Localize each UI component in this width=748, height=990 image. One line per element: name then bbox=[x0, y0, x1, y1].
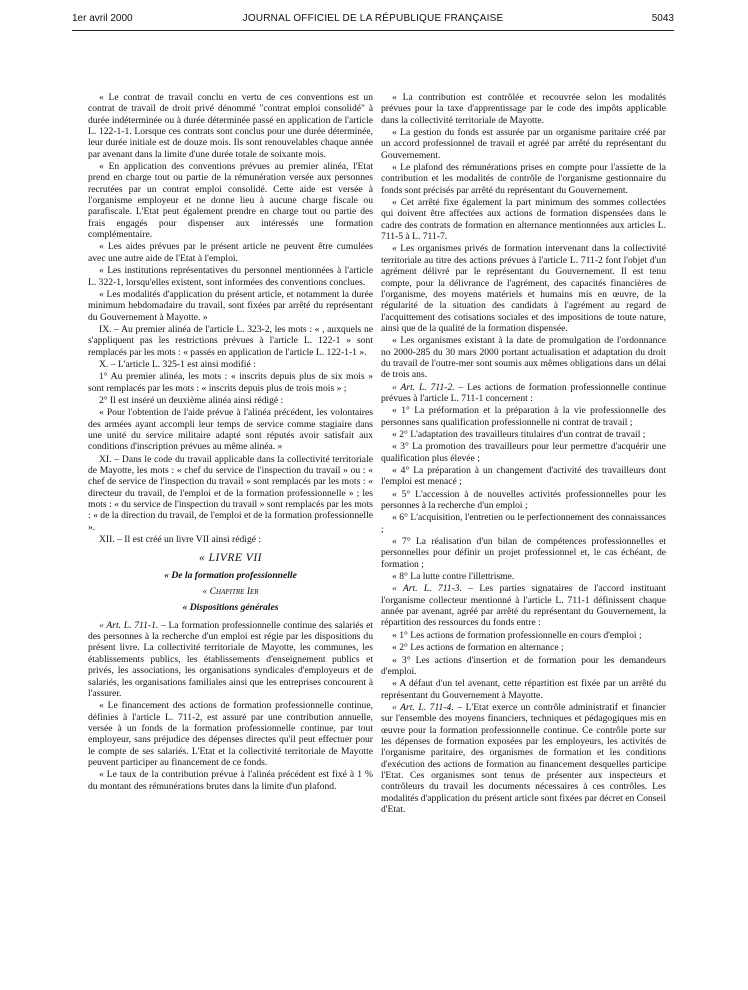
paragraph bbox=[381, 630, 666, 641]
paragraph bbox=[88, 769, 373, 792]
paragraph-text: – La formation professionnelle continue des salariés et des personnes à la recherche d'un emploi est régie par les dispositions du présent livre. La collectivité territoriale de Mayotte, les communes, les établissements publics, les établissements d'enseignement publics et privés, les associations, les organisations syndicales d'employeurs et de salariés, les organisations familiales ainsi que les entreprises concourent à l'assurer. bbox=[88, 619, 374, 699]
paragraph-text: « Cet arrêté fixe également la part minimum des sommes collectées qui doivent être affectées aux actions de formation dispensées dans le cadre des contrats de formation en alternance mentionnées aux articles L. 711-5 à L. 711-7. bbox=[381, 197, 666, 243]
paragraph bbox=[88, 265, 373, 288]
paragraph-text: « Chapitre Ier bbox=[202, 586, 259, 598]
paragraph-text: « LIVRE VII bbox=[199, 552, 262, 565]
paragraph bbox=[381, 536, 666, 570]
paragraph bbox=[381, 465, 666, 488]
paragraph-text: « Dispositions générales bbox=[182, 602, 279, 614]
paragraph bbox=[88, 371, 373, 394]
paragraph-text: 1° Au premier alinéa, les mots : « inscrits depuis plus de six mois » sont remplacés par les mots : « inscrits depuis plus de trois mois » ; bbox=[88, 371, 373, 394]
paragraph-text: « Les institutions représentatives du personnel mentionnées à l'article L. 322-1, lorsqu'elles existent, sont informées des conventions conclues. bbox=[88, 265, 373, 288]
paragraph-text: « La contribution est contrôlée et recouvrée selon les modalités prévues pour la taxe d'apprentissage par le code des impôts applicable dans la collectivité territoriale de Mayotte. bbox=[381, 92, 666, 126]
paragraph-text: « Le plafond des rémunérations prises en compte pour l'assiette de la contribution et les modalités de contrôle de l'organisme gestionnaire du fonds sont précisés par arrêté du représentant du Gouvernement. bbox=[381, 162, 666, 196]
paragraph-text: « A défaut d'un tel avenant, cette répartition est fixée par un arrêté du représentant du Gouvernement à Mayotte. bbox=[381, 678, 666, 701]
paragraph-text: « 7° La réalisation d'un bilan de compétences professionnelles et personnelles pour définir un projet professionnel et, le cas échéant, de formation ; bbox=[381, 536, 666, 570]
heading bbox=[88, 553, 373, 564]
paragraph bbox=[381, 92, 666, 126]
paragraph-text: « 1° Les actions de formation professionnelle en cours d'emploi ; bbox=[392, 629, 642, 641]
paragraph-text: – Les actions de formation professionnelle continue prévues à l'article L. 711-1 concernent : bbox=[381, 381, 666, 404]
paragraph bbox=[381, 382, 666, 405]
paragraph-text: XI. – Dans le code du travail applicable dans la collectivité territoriale de Mayotte, les mots : « chef du service de l'inspection du travail » ou : « chef de service de l'inspection du travail » sont remplacés par les mots : « directeur du travail, de l'emploi et de la formation professionnelle » ; les mots : « du service de l'inspection du travail » sont remplacés par les mots : « de la direction du travail, de l'emploi et de la formation professionnelle ». bbox=[88, 453, 373, 533]
article-ref: « Art. L. 711-1. bbox=[99, 619, 159, 631]
paragraph bbox=[88, 92, 373, 160]
heading bbox=[88, 602, 373, 613]
paragraph bbox=[381, 429, 666, 440]
paragraph bbox=[381, 243, 666, 334]
paragraph-text: « Le financement des actions de formation professionnelle continue, définies à l'article L. 711-2, est assuré par une contribution annuelle, versée à un fonds de la formation professionnelle continue, par tout employeur, sans préjudice des dépenses directes qu'il peut effectuer pour le compte de ses salariés. L'Etat et la collectivité territoriale de Mayotte peuvent participer au financement de ce fonds. bbox=[88, 700, 373, 768]
paragraph bbox=[88, 700, 373, 768]
paragraph bbox=[88, 454, 373, 533]
paragraph-text: « 2° L'adaptation des travailleurs titulaires d'un contrat de travail ; bbox=[392, 428, 646, 440]
paragraph-text: XII. – Il est créé un livre VII ainsi rédigé : bbox=[99, 534, 262, 546]
paragraph bbox=[381, 335, 666, 380]
paragraph-text: « La gestion du fonds est assurée par un organisme paritaire créé par un accord professionnel de travail et agréé par arrêté du représentant du Gouvernement. bbox=[381, 127, 666, 161]
paragraph bbox=[381, 405, 666, 428]
paragraph-text: IX. – Au premier alinéa de l'article L. 323-2, les mots : « , auxquels ne s'appliquent pas les restrictions prévues à l'article L. 122-1 » sont remplacés par les mots : « passés en application de l'article L. 122-1-1 ». bbox=[88, 323, 373, 358]
header-date: 1er avril 2000 bbox=[72, 13, 133, 24]
header-rule bbox=[72, 30, 674, 31]
header-page-number: 5043 bbox=[651, 13, 674, 24]
paragraph-text: « 2° Les actions de formation en alternance ; bbox=[392, 642, 564, 654]
paragraph bbox=[381, 127, 666, 161]
paragraph bbox=[381, 512, 666, 535]
paragraph-text: « Les organismes existant à la date de promulgation de l'ordonnance no 2000-285 du 30 mars 2000 portant actualisation et adaptation du droit du travail de l'outre-mer sont soumis aux mêmes obligations dans un délai de trois ans. bbox=[381, 335, 666, 381]
right-column bbox=[381, 92, 666, 816]
paragraph-text: « Les organismes privés de formation intervenant dans la collectivité territoriale au titre des actions prévues à l'article L. 711-2 font l'objet d'un agrément délivré par le représentant du Gouvernement. Il est tenu compte, pour la délivrance de l'agrément, des capacités financières de l'organisme, des moyens matériels et humains mis en œuvre, de la régularité de la situation des candidats à l'agrément au regard de l'acquittement des cotisations sociales et des impositions de toute nature, ainsi que de la qualité de la formation dispensée. bbox=[381, 243, 666, 334]
paragraph bbox=[88, 620, 373, 699]
heading bbox=[88, 570, 373, 581]
article-ref: « Art. L. 711-4. bbox=[392, 701, 454, 713]
paragraph bbox=[381, 162, 666, 196]
article-ref: « Art. L. 711-2. bbox=[392, 381, 455, 393]
paragraph-text: « 8° La lutte contre l'illettrisme. bbox=[392, 571, 515, 583]
paragraph bbox=[381, 489, 666, 512]
paragraph bbox=[88, 359, 373, 370]
paragraph bbox=[381, 441, 666, 464]
paragraph-text: « Le contrat de travail conclu en vertu de ces conventions est un contrat de travail de droit privé dénommé "contrat emploi consolidé" à durée indéterminée ou à durée déterminée passé en application de l'article L. 122-1-1. Lorsque ces contrats sont conclus pour une durée déterminée, leur durée initiale est de douze mois. Ils sont renouvelables chaque année par avenant dans la limite d'une durée totale de soixante mois. bbox=[88, 92, 373, 160]
paragraph-text: « 5° L'accession à de nouvelles activités professionnelles pour les personnes à la recherche d'un emploi ; bbox=[381, 488, 666, 512]
paragraph bbox=[88, 324, 373, 358]
paragraph-text: « Les modalités d'application du présent article, et notamment la durée minimum hebdomadaire du travail, sont fixées par arrêté du représentant du Gouvernement à Mayotte. » bbox=[88, 288, 373, 323]
paragraph-text: – Les parties signataires de l'accord instituant l'organisme collecteur mentionné à l'article L. 711-1 définissent chaque année par avenant, agréé par arrêté du représentant du Gouvernement, la répartition des ressources du fonds entre : bbox=[381, 583, 666, 629]
paragraph bbox=[381, 655, 666, 678]
paragraph-text: « Le taux de la contribution prévue à l'alinéa précédent est fixé à 1 % du montant des rémunérations brutes dans la limite d'un plafond. bbox=[88, 769, 373, 792]
paragraph-text: « De la formation professionnelle bbox=[164, 569, 297, 581]
paragraph bbox=[381, 571, 666, 582]
heading bbox=[88, 586, 373, 597]
paragraph bbox=[88, 534, 373, 545]
paragraph-text: « Les aides prévues par le présent article ne peuvent être cumulées avec une autre aide de l'Etat à l'emploi. bbox=[88, 241, 373, 264]
paragraph-text: « En application des conventions prévues au premier alinéa, l'Etat prend en charge tout ou partie de la rémunération versée aux personnes recrutées par un contrat emploi consolidé. Cette aide est versée à l'organisme employeur et ne donne lieu à aucune charge fiscale ou parafiscale. L'Etat peut également prendre en charge tout ou partie des frais engagés pour dispenser aux intéressés une formation complémentaire. bbox=[88, 161, 373, 241]
paragraph-text: X. – L'article L. 325-1 est ainsi modifié : bbox=[99, 358, 256, 370]
paragraph-text: « 4° La préparation à un changement d'activité des travailleurs dont l'emploi est menacé ; bbox=[381, 465, 666, 488]
paragraph-text: « 3° La promotion des travailleurs pour leur permettre d'acquérir une qualification plus élevée ; bbox=[381, 441, 666, 464]
paragraph bbox=[381, 702, 666, 815]
paragraph-text: 2° Il est inséré un deuxième alinéa ainsi rédigé : bbox=[99, 394, 284, 406]
paragraph-text: « 6° L'acquisition, l'entretien ou le perfectionnement des connaissances ; bbox=[381, 512, 666, 535]
paragraph-text: « Pour l'obtention de l'aide prévue à l'alinéa précédent, les volontaires des armées ayant accompli leur temps de service comme stagiaire dans une unité du service militaire adapté sont réputés avoir satisfait aux conditions d'inscription prévues au même alinéa. » bbox=[88, 407, 373, 453]
paragraph bbox=[88, 407, 373, 452]
left-column bbox=[88, 92, 373, 793]
paragraph-text: « 1° La préformation et la préparation à la vie professionnelle des personnes sans qualification professionnelle ni contrat de travail ; bbox=[381, 405, 666, 428]
paragraph-text: « 3° Les actions d'insertion et de formation pour les demandeurs d'emploi. bbox=[381, 654, 666, 677]
paragraph bbox=[88, 161, 373, 240]
paragraph-text: – L'Etat exerce un contrôle administratif et financier sur l'ensemble des moyens financiers, techniques et pédagogiques mis en œuvre pour la formation professionnelle continue. Ce contrôle porte sur les dépenses de formation exposées par les employeurs, les activités de l'organisme paritaire, des organismes de formation et les conditions d'exécution des actions de formation au financement desquelles participe l'Etat. Ces organismes sont tenus de présenter aux inspecteurs et contrôleurs du travail les documents nécessaires à ces contrôles. Les modalités d'application du présent article sont fixées par décret en Conseil d'Etat. bbox=[381, 701, 666, 815]
paragraph bbox=[88, 289, 373, 323]
paragraph bbox=[88, 241, 373, 264]
header-journal-title: JOURNAL OFFICIEL DE LA RÉPUBLIQUE FRANÇAISE bbox=[242, 13, 504, 24]
paragraph bbox=[88, 395, 373, 406]
paragraph bbox=[381, 642, 666, 653]
paragraph bbox=[381, 678, 666, 701]
paragraph bbox=[381, 583, 666, 628]
article-ref: « Art. L. 711-3. bbox=[392, 583, 462, 595]
paragraph bbox=[381, 197, 666, 242]
page-header bbox=[72, 13, 674, 29]
